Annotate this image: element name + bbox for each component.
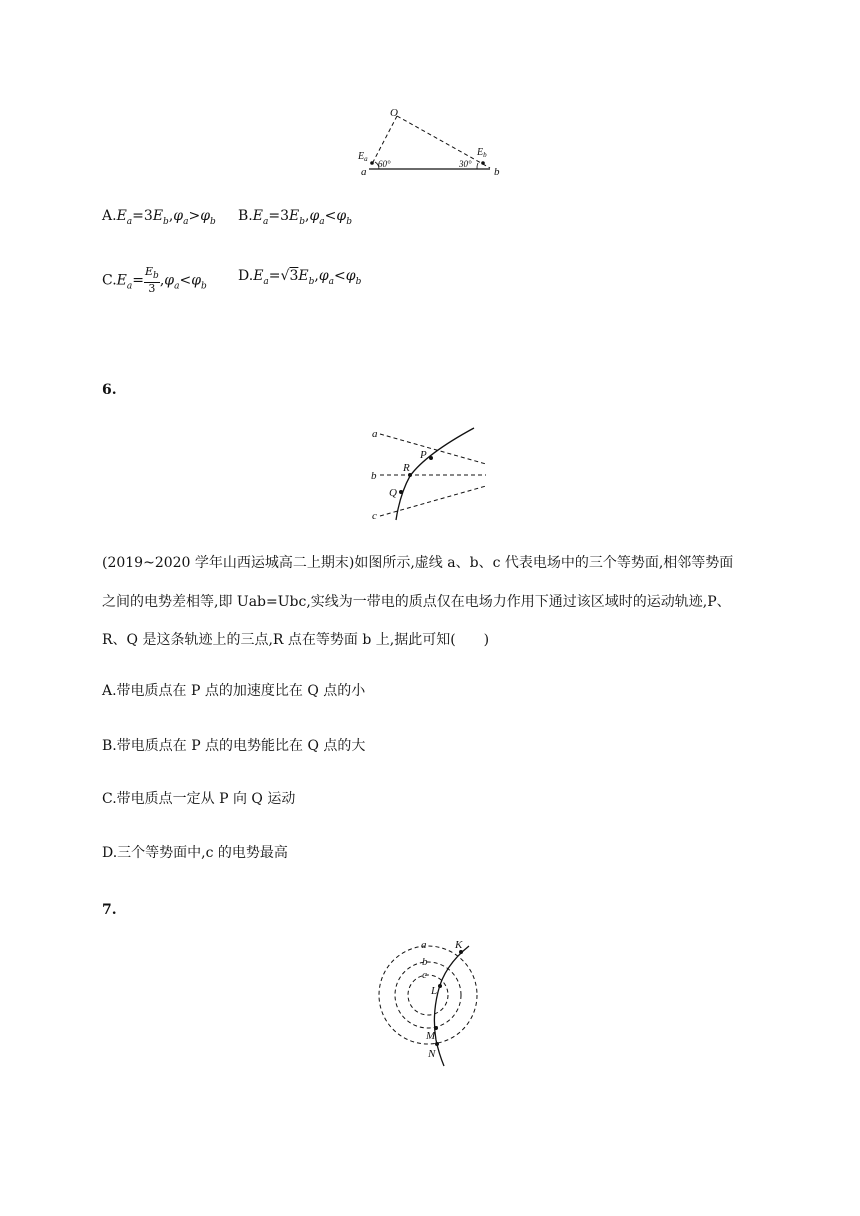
q6-stem-line-2: 之间的电势差相等,即 Uab=Ubc,实线为一带电的质点仅在电场力作用下通过该区域时的运动轨迹,P、 (102, 594, 731, 610)
q6-point-P (429, 456, 433, 460)
q6-label-R: R (403, 462, 410, 474)
q5-option-c: $C.E_a=$ $\frac{E_b}{3}$ $,\varphi_a<\varphi_b$ (102, 265, 207, 296)
q7-point-L (438, 984, 442, 988)
q6-equipotential-a (380, 434, 486, 464)
q6-label-c: c (372, 510, 377, 522)
q6-label-b: b (371, 470, 377, 482)
q7-label-K: K (455, 939, 463, 951)
q7-equipotential-b (395, 962, 461, 1028)
q5-label-O: O (390, 107, 398, 119)
q6-stem-line-3: R、Q 是这条轨迹上的三点,R 点在等势面 b 上,据此可知( ) (102, 632, 490, 648)
q5-point-b (481, 161, 485, 165)
q5-option-b: $B.E_a=3E_b,\varphi_a<\varphi_b$ (238, 208, 352, 227)
q6-option-c: C.带电质点一定从 P 向 Q 运动 (102, 791, 296, 807)
q5-label-Ea: $E_a$ (358, 151, 368, 163)
q7-number: 7. (102, 902, 117, 918)
q5-line-Ob (397, 116, 490, 168)
q7-figure (372, 936, 488, 1068)
q6-label-a: a (372, 428, 378, 440)
q5-option-a: $A.E_a=3E_b,\varphi_a>\varphi_b$ (102, 208, 216, 227)
q5-label-b: b (494, 166, 500, 178)
q6-point-Q (399, 490, 403, 494)
q5-point-a (370, 161, 374, 165)
q5-line-Oa (372, 116, 397, 164)
q5-label-a: a (361, 166, 367, 178)
q6-number: 6. (102, 382, 117, 398)
q5-figure (355, 104, 505, 180)
q7-label-b: b (422, 956, 428, 968)
q7-label-a: a (421, 939, 427, 951)
q7-point-N (435, 1042, 439, 1046)
q6-option-a: A.带电质点在 P 点的加速度比在 Q 点的小 (102, 683, 366, 699)
q7-label-L: L (431, 985, 438, 997)
q7-label-N: N (428, 1048, 436, 1060)
q7-trajectory (434, 946, 469, 1066)
q6-stem-line-1: (2019~2020 学年山西运城高二上期末)如图所示,虚线 a、b、c 代表电场中的三个等势面,相邻等势面 (102, 555, 734, 571)
q6-option-d: D.三个等势面中,c 的电势最高 (102, 845, 288, 861)
q6-option-b: B.带电质点在 P 点的电势能比在 Q 点的大 (102, 738, 366, 754)
q5-option-d: $D.E_a=√3E_b,\varphi_a<\varphi_b$ (238, 268, 362, 287)
q5-label-60: 60° (378, 159, 391, 169)
q5-label-Eb: $E_b$ (477, 147, 487, 159)
q7-label-M: M (426, 1030, 436, 1042)
q6-figure (366, 424, 492, 524)
q5-label-30: 30° (459, 159, 472, 169)
q6-label-Q: Q (389, 487, 397, 499)
q5-arc-30 (477, 163, 478, 169)
q6-label-P: P (420, 449, 427, 461)
q7-label-c: c (422, 969, 427, 981)
